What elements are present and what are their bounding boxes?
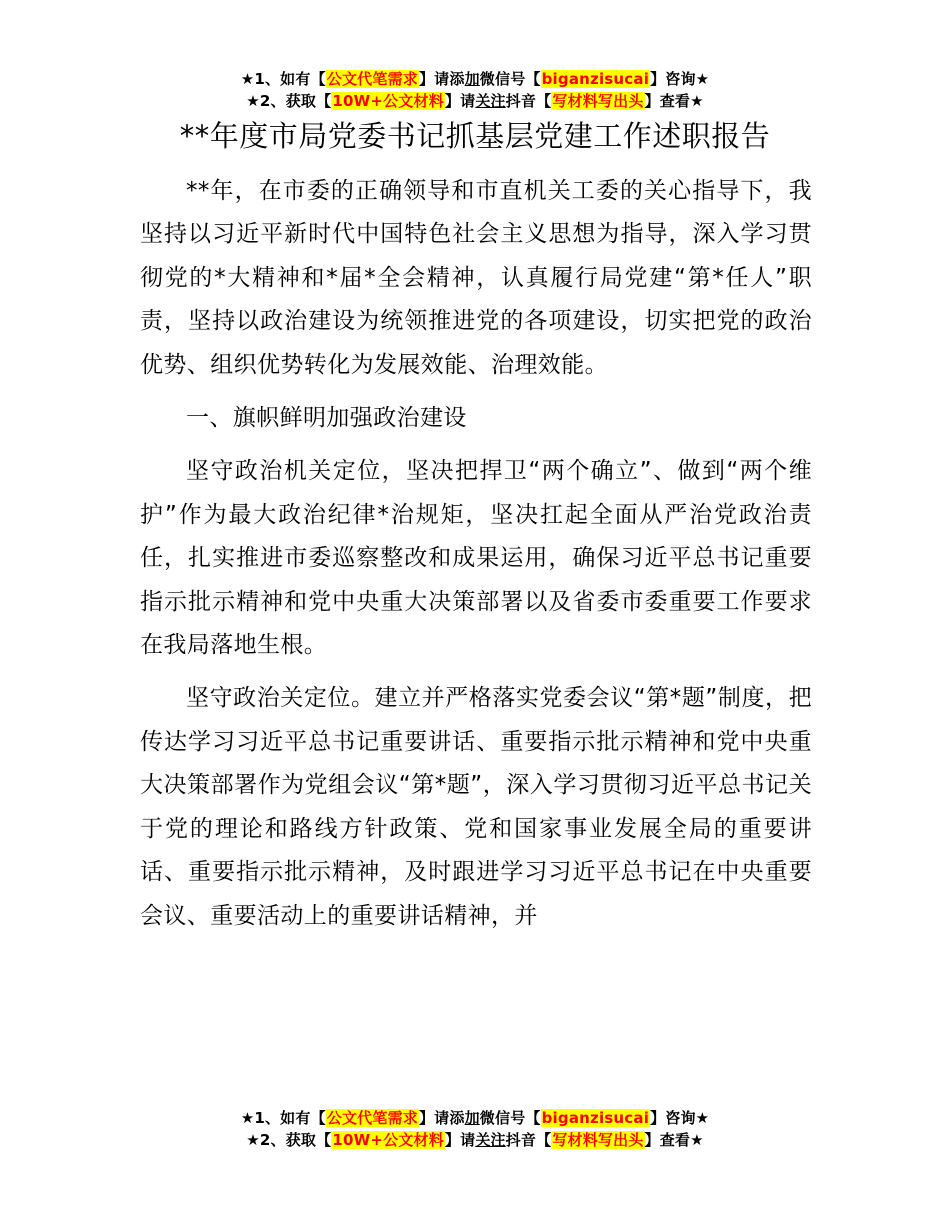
banner-text: 】请 (444, 92, 476, 110)
banner-text: 】咨询★ (650, 1109, 710, 1127)
banner-underlined-text: 关注 (475, 92, 506, 110)
banner-text: 抖音【 (505, 1131, 552, 1149)
banner-text: 】查看★ (644, 92, 704, 110)
banner-line-2 (0, 90, 950, 112)
paragraph: 坚守政治机关定位，坚决把捍卫“两个确立”、做到“两个维护”作为最大政治纪律*治规矩，坚决扛起全面从严治党政治责任，扎实推进市委巡察整改和成果运用，确保习近平总书记重要指示批示精神和党中央重大决策部署以及省委市委重要工作要求在我局落地生根。 (140, 458, 812, 659)
footer-banner (0, 1107, 950, 1151)
banner-text: ★2、获取【 (246, 92, 332, 110)
banner-text: 】查看★ (644, 1131, 704, 1149)
banner-highlight: 10W+公文材料 (332, 1131, 444, 1149)
banner-highlight: 写材料写出头 (552, 1131, 644, 1149)
banner-text: 微信号【 (479, 70, 541, 88)
paragraph-intro: **年，在市委的正确领导和市直机关工委的关心指导下，我坚持以习近平新时代中国特色社会主义思想为指导，深入学习贯彻党的*大精神和*届*全会精神，认真履行局党建“第*任人”职责，坚持以政治建设为统领推进党的各项建设，切实把党的政治优势、组织优势转化为发展效能、治理效能。 (140, 178, 812, 378)
banner-line-2 (0, 1129, 950, 1151)
banner-text: ★1、如有【 (240, 1109, 326, 1127)
banner-underlined-text: 加 (464, 1109, 480, 1127)
banner-highlight: 10W+公文材料 (332, 92, 444, 110)
banner-text: ★1、如有【 (240, 70, 326, 88)
banner-text: 微信号【 (479, 1109, 541, 1127)
header-banner (0, 68, 950, 112)
document-body (140, 170, 812, 948)
banner-highlight: biganzisucai (541, 1109, 650, 1127)
banner-line-1 (0, 68, 950, 90)
banner-text: 】请添 (418, 1109, 465, 1127)
banner-underlined-text: 关注 (475, 1131, 506, 1149)
banner-text: 】咨询★ (650, 70, 710, 88)
banner-highlight: 公文代笔需求 (326, 1109, 418, 1127)
banner-text: 】请添 (418, 70, 465, 88)
banner-underlined-text: 加 (464, 70, 480, 88)
document-title: **年度市局党委书记抓基层党建工作述职报告 (179, 119, 771, 153)
banner-line-1 (0, 1107, 950, 1129)
banner-text: 】请 (444, 1131, 476, 1149)
banner-highlight: 写材料写出头 (552, 92, 644, 110)
banner-highlight: biganzisucai (541, 70, 650, 88)
banner-text: ★2、获取【 (246, 1131, 332, 1149)
section-heading: 一、旗帜鲜明加强政治建设 (186, 405, 467, 432)
paragraph: 坚守政治关定位。建立并严格落实党委会议“第*题”制度，把传达学习习近平总书记重要讲话、重要指示批示精神和党中央重大决策部署作为党组会议“第*题”，深入学习贯彻习近平总书记关于党的理论和路线方针政策、党和国家事业发展全局的重要讲话、重要指示批示精神，及时跟进学习习近平总书记在中央重要会议、重要活动上的重要讲话精神，并 (140, 685, 812, 929)
banner-highlight: 公文代笔需求 (326, 70, 418, 88)
banner-text: 抖音【 (505, 92, 552, 110)
